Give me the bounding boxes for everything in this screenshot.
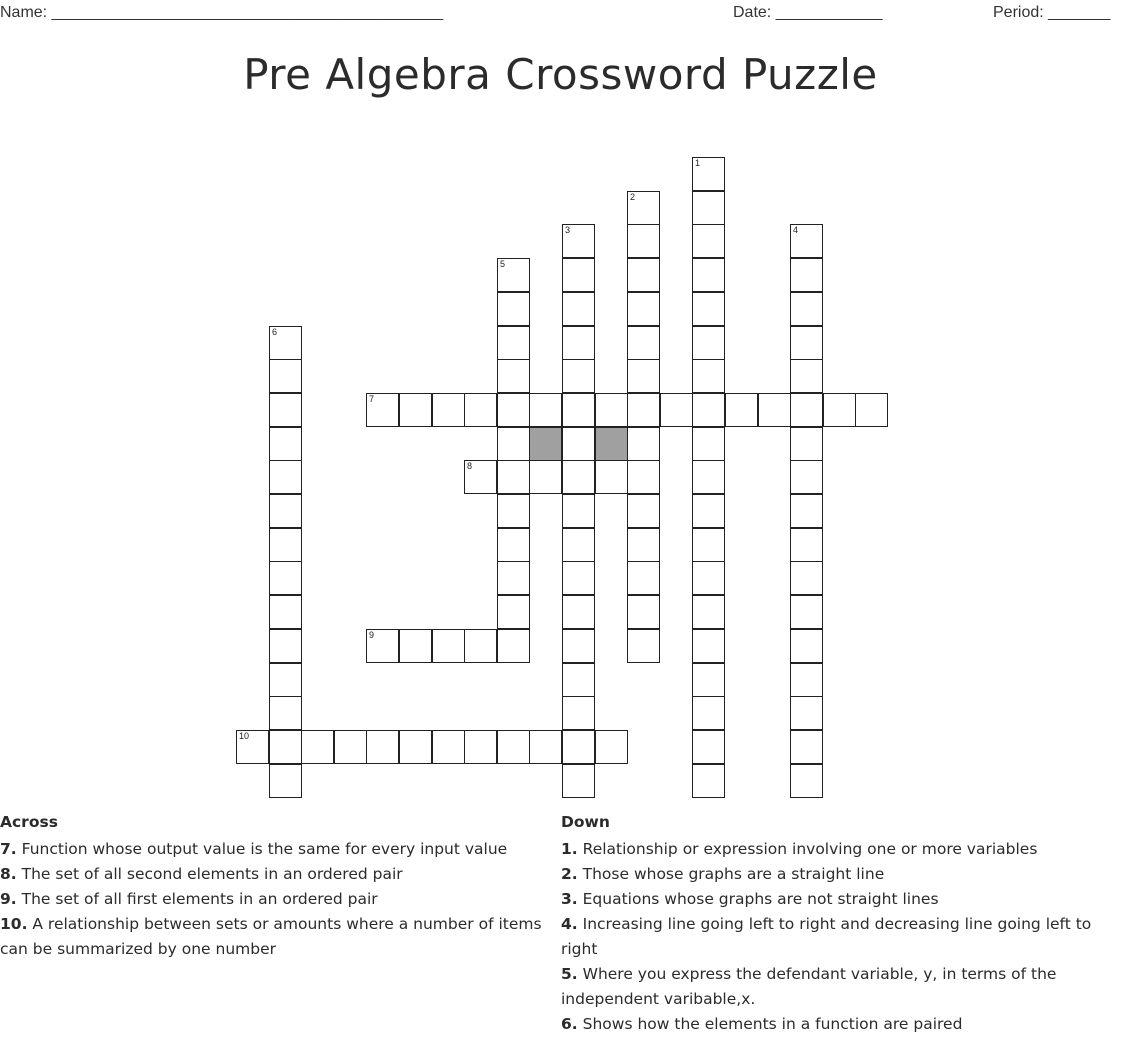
crossword-cell[interactable] — [464, 393, 497, 427]
clue-number-label: 1 — [695, 158, 701, 168]
clue-number: 7. — [0, 840, 17, 858]
crossword-cell[interactable] — [692, 730, 725, 764]
crossword-cell[interactable] — [627, 393, 660, 427]
crossword-cell[interactable] — [562, 460, 595, 494]
crossword-cell[interactable] — [269, 663, 302, 697]
crossword-cell[interactable] — [334, 730, 367, 764]
crossword-cell[interactable] — [692, 629, 725, 663]
clue-text: Shows how the elements in a function are paired — [582, 1015, 963, 1033]
crossword-cell[interactable] — [692, 292, 725, 326]
crossword-cell[interactable] — [627, 595, 660, 629]
down-heading: Down — [561, 813, 610, 831]
down-clues — [561, 812, 1116, 1037]
crossword-cell[interactable] — [562, 359, 595, 393]
crossword-cell[interactable] — [269, 359, 302, 393]
clue-text: Increasing line going left to right and decreasing line going left to right — [561, 915, 1092, 958]
crossword-cell[interactable] — [366, 629, 399, 663]
crossword-cell[interactable] — [595, 730, 628, 764]
crossword-cell[interactable] — [692, 393, 725, 427]
crossword-cell[interactable] — [627, 359, 660, 393]
crossword-cell[interactable] — [497, 393, 530, 427]
clue-number-label: 2 — [630, 192, 636, 202]
crossword-cell[interactable] — [497, 359, 530, 393]
crossword-cell[interactable] — [562, 696, 595, 730]
crossword-cell[interactable] — [269, 696, 302, 730]
across-clue — [0, 862, 552, 887]
crossword-cell[interactable] — [562, 595, 595, 629]
crossword-cell[interactable] — [497, 730, 530, 764]
crossword-cell[interactable] — [269, 528, 302, 562]
crossword-cell[interactable] — [562, 224, 595, 258]
down-clue — [561, 837, 1116, 862]
crossword-cell[interactable] — [823, 393, 856, 427]
clue-text: Those whose graphs are a straight line — [582, 865, 885, 883]
clue-number-label: 5 — [500, 259, 506, 269]
crossword-cell[interactable] — [692, 494, 725, 528]
clue-number: 6. — [561, 1015, 578, 1033]
down-clue — [561, 1012, 1116, 1037]
crossword-cell[interactable] — [692, 224, 725, 258]
clue-number-label: 3 — [565, 225, 571, 235]
crossword-cell[interactable] — [790, 224, 823, 258]
crossword-cell[interactable] — [562, 663, 595, 697]
clue-text: The set of all first elements in an ordered pair — [21, 890, 378, 908]
crossword-cell[interactable] — [790, 663, 823, 697]
crossword-cell[interactable] — [269, 730, 302, 764]
crossword-cell[interactable] — [464, 629, 497, 663]
crossword-cell[interactable] — [692, 764, 725, 798]
clue-number: 1. — [561, 840, 578, 858]
crossword-cell[interactable] — [692, 696, 725, 730]
down-clue — [561, 962, 1116, 1012]
crossword-cell[interactable] — [497, 427, 530, 461]
crossword-cell[interactable] — [692, 595, 725, 629]
crossword-cell[interactable] — [790, 460, 823, 494]
crossword-cell[interactable] — [627, 258, 660, 292]
crossword-cell[interactable] — [497, 528, 530, 562]
clue-number: 10. — [0, 915, 28, 933]
across-clue — [0, 887, 552, 912]
across-clue — [0, 912, 552, 962]
crossword-cell[interactable] — [758, 393, 791, 427]
crossword-cell[interactable] — [790, 359, 823, 393]
crossword-cell[interactable] — [497, 494, 530, 528]
crossword-cell[interactable] — [790, 528, 823, 562]
clue-number: 2. — [561, 865, 578, 883]
crossword-cell[interactable] — [660, 393, 693, 427]
crossword-cell[interactable] — [269, 326, 302, 360]
clue-number-label: 9 — [369, 630, 375, 640]
crossword-cell[interactable] — [692, 460, 725, 494]
crossword-cell[interactable] — [627, 629, 660, 663]
crossword-cell[interactable] — [269, 460, 302, 494]
crossword-cell[interactable] — [627, 191, 660, 225]
crossword-cell[interactable] — [269, 561, 302, 595]
crossword-cell[interactable] — [692, 663, 725, 697]
crossword-cell[interactable] — [692, 561, 725, 595]
crossword-cell[interactable] — [432, 730, 465, 764]
crossword-cell[interactable] — [790, 696, 823, 730]
crossword-cell[interactable] — [692, 326, 725, 360]
name-field-label: Name: ____________________________________________ — [0, 4, 444, 21]
clue-number: 9. — [0, 890, 17, 908]
crossword-cell[interactable] — [562, 629, 595, 663]
blocked-cell — [595, 427, 628, 461]
crossword-cell[interactable] — [269, 595, 302, 629]
crossword-cell[interactable] — [399, 629, 432, 663]
crossword-cell[interactable] — [562, 561, 595, 595]
crossword-cell[interactable] — [627, 528, 660, 562]
crossword-cell[interactable] — [399, 730, 432, 764]
crossword-cell[interactable] — [790, 595, 823, 629]
crossword-cell[interactable] — [595, 393, 628, 427]
clue-number: 3. — [561, 890, 578, 908]
crossword-cell[interactable] — [562, 764, 595, 798]
crossword-cell[interactable] — [627, 494, 660, 528]
clue-number-label: 6 — [272, 327, 278, 337]
crossword-cell[interactable] — [497, 595, 530, 629]
clue-text: Where you express the defendant variable, y, in terms of the independent varibable,x. — [561, 965, 1057, 1008]
clue-number-label: 4 — [793, 225, 799, 235]
crossword-cell[interactable] — [497, 258, 530, 292]
period-field-label: Period: _______ — [993, 4, 1111, 21]
crossword-cell[interactable] — [790, 258, 823, 292]
clue-number-label: 10 — [239, 731, 250, 741]
crossword-cell[interactable] — [497, 460, 530, 494]
crossword-cell[interactable] — [497, 561, 530, 595]
down-clue — [561, 912, 1116, 962]
clue-text: Equations whose graphs are not straight lines — [582, 890, 939, 908]
crossword-cell[interactable] — [497, 292, 530, 326]
clue-text: The set of all second elements in an ordered pair — [21, 865, 403, 883]
clue-number: 4. — [561, 915, 578, 933]
crossword-cell[interactable] — [529, 730, 562, 764]
down-clue — [561, 887, 1116, 912]
crossword-cell[interactable] — [464, 730, 497, 764]
crossword-cell[interactable] — [692, 359, 725, 393]
crossword-cell[interactable] — [562, 393, 595, 427]
crossword-cell[interactable] — [790, 427, 823, 461]
clue-number: 8. — [0, 865, 17, 883]
crossword-cell[interactable] — [529, 393, 562, 427]
crossword-cell[interactable] — [432, 629, 465, 663]
clue-number-label: 8 — [467, 461, 473, 471]
crossword-cell[interactable] — [269, 629, 302, 663]
crossword-cell[interactable] — [562, 326, 595, 360]
blocked-cell — [529, 427, 562, 461]
crossword-cell[interactable] — [464, 460, 497, 494]
crossword-cell[interactable] — [692, 427, 725, 461]
crossword-cell[interactable] — [497, 629, 530, 663]
date-field-label: Date: ____________ — [733, 4, 883, 21]
crossword-cell[interactable] — [692, 528, 725, 562]
crossword-cell[interactable] — [562, 528, 595, 562]
crossword-cell[interactable] — [529, 460, 562, 494]
clue-text: A relationship between sets or amounts where a number of items can be summarized by one number — [0, 915, 542, 958]
crossword-cell[interactable] — [790, 629, 823, 663]
clue-text: Relationship or expression involving one or more variables — [582, 840, 1038, 858]
crossword-cell[interactable] — [269, 393, 302, 427]
crossword-cell[interactable] — [595, 460, 628, 494]
crossword-cell[interactable] — [399, 393, 432, 427]
clue-number-label: 7 — [369, 394, 375, 404]
crossword-cell[interactable] — [236, 730, 269, 764]
crossword-cell[interactable] — [269, 427, 302, 461]
crossword-cell[interactable] — [627, 326, 660, 360]
crossword-cell[interactable] — [725, 393, 758, 427]
crossword-cell[interactable] — [562, 427, 595, 461]
crossword-cell[interactable] — [366, 393, 399, 427]
crossword-cell[interactable] — [432, 393, 465, 427]
crossword-cell[interactable] — [790, 730, 823, 764]
down-clue — [561, 862, 1116, 887]
crossword-cell[interactable] — [562, 292, 595, 326]
crossword-cell[interactable] — [562, 258, 595, 292]
crossword-cell[interactable] — [627, 292, 660, 326]
across-clues — [0, 812, 552, 962]
crossword-cell[interactable] — [692, 191, 725, 225]
crossword-cell[interactable] — [562, 494, 595, 528]
crossword-cell[interactable] — [692, 258, 725, 292]
across-clue — [0, 837, 552, 862]
crossword-cell[interactable] — [269, 764, 302, 798]
crossword-cell[interactable] — [627, 561, 660, 595]
crossword-cell[interactable] — [497, 326, 530, 360]
crossword-cell[interactable] — [855, 393, 888, 427]
crossword-cell[interactable] — [790, 393, 823, 427]
crossword-cell[interactable] — [790, 764, 823, 798]
puzzle-title: Pre Algebra Crossword Puzzle — [243, 50, 878, 99]
across-heading: Across — [0, 813, 58, 831]
crossword-cell[interactable] — [627, 460, 660, 494]
crossword-cell[interactable] — [790, 561, 823, 595]
crossword-cell[interactable] — [301, 730, 334, 764]
crossword-cell[interactable] — [790, 292, 823, 326]
crossword-cell[interactable] — [366, 730, 399, 764]
crossword-cell[interactable] — [562, 730, 595, 764]
crossword-cell[interactable] — [790, 326, 823, 360]
crossword-cell[interactable] — [692, 157, 725, 191]
crossword-cell[interactable] — [790, 494, 823, 528]
crossword-cell[interactable] — [627, 224, 660, 258]
crossword-cell[interactable] — [627, 427, 660, 461]
clue-number: 5. — [561, 965, 578, 983]
clue-text: Function whose output value is the same for every input value — [21, 840, 508, 858]
crossword-cell[interactable] — [269, 494, 302, 528]
